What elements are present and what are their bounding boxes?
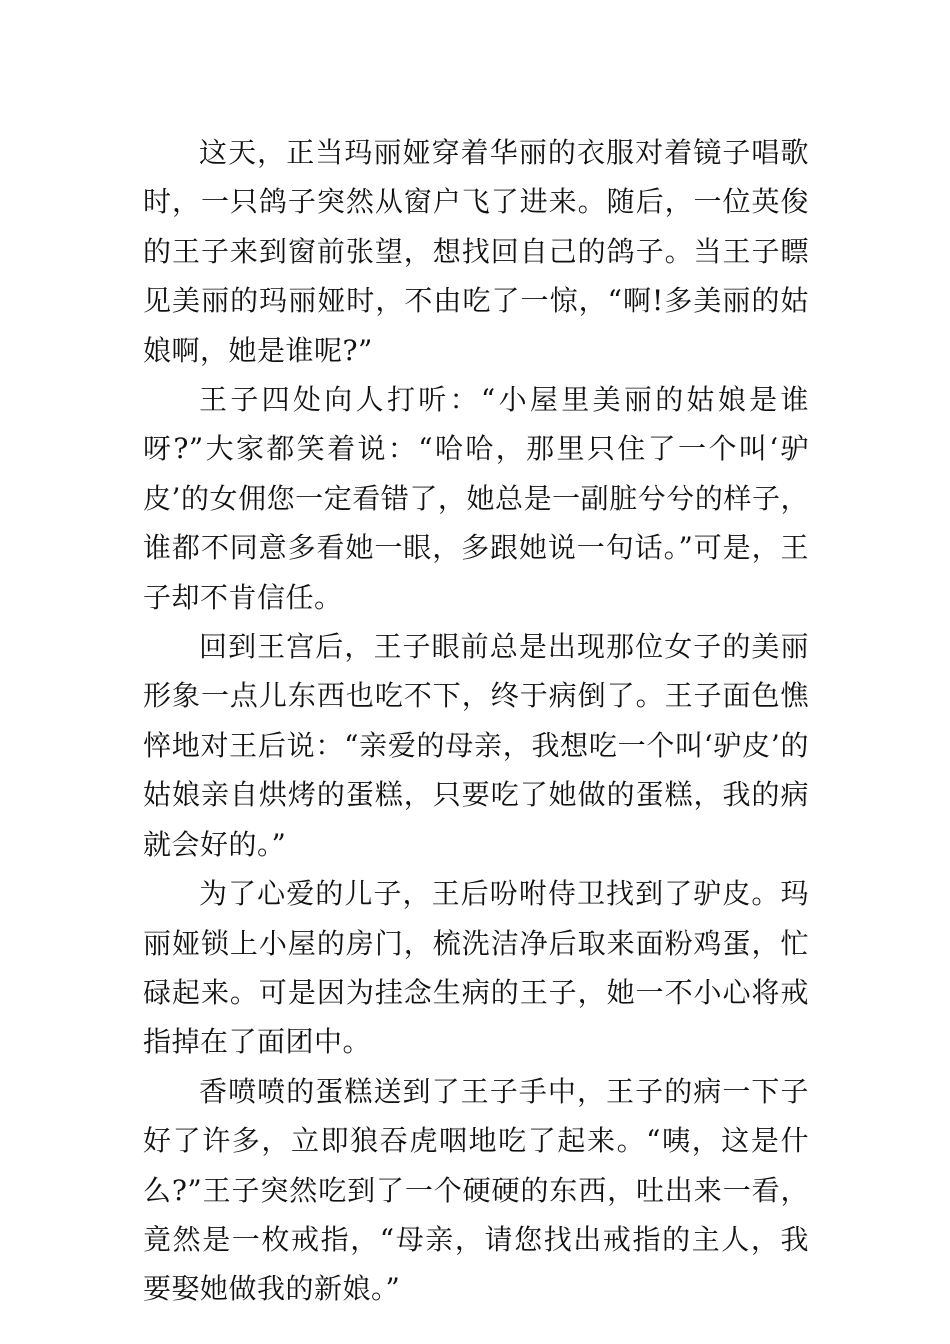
paragraph-4: 为了心爱的儿子，王后吩咐侍卫找到了驴皮。玛丽娅锁上小屋的房门，梳洗洁净后取来面粉鸡蛋，忙碌起来。可是因为挂念生病的王子，她一不小心将戒指掉在了面团中。 — [143, 877, 809, 1059]
document-body — [143, 128, 809, 1314]
paragraph-5: 香喷喷的蛋糕送到了王子手中，王子的病一下子好了许多，立即狼吞虎咽地吃了起来。“咦，这是什么?”王子突然吃到了一个硬硬的东西，吐出来一看，竟然是一枚戒指，“母亲，请您找出戒指的主人，我要娶她做我的新娘。” — [143, 1074, 809, 1306]
paragraph-3: 回到王宫后，王子眼前总是出现那位女子的美丽形象一点儿东西也吃不下，终于病倒了。王子面色憔悴地对王后说：“亲爱的母亲，我想吃一个叫‘驴皮’的姑娘亲自烘烤的蛋糕，只要吃了她做的蛋糕，我的病就会好的。” — [143, 630, 809, 861]
paragraph-1: 这天，正当玛丽娅穿着华丽的衣服对着镜子唱歌时，一只鸽子突然从窗户飞了进来。随后，一位英俊的王子来到窗前张望，想找回自己的鸽子。当王子瞟见美丽的玛丽娅时，不由吃了一惊，“啊!多美丽的姑娘啊，她是谁呢?” — [143, 136, 809, 367]
paragraph-2: 王子四处向人打听：“小屋里美丽的姑娘是谁呀?”大家都笑着说：“哈哈，那里只住了一个叫‘驴皮’的女佣您一定看错了，她总是一副脏兮兮的样子，谁都不同意多看她一眼，多跟她说一句话。”可是，王子却不肯信任。 — [143, 383, 809, 614]
